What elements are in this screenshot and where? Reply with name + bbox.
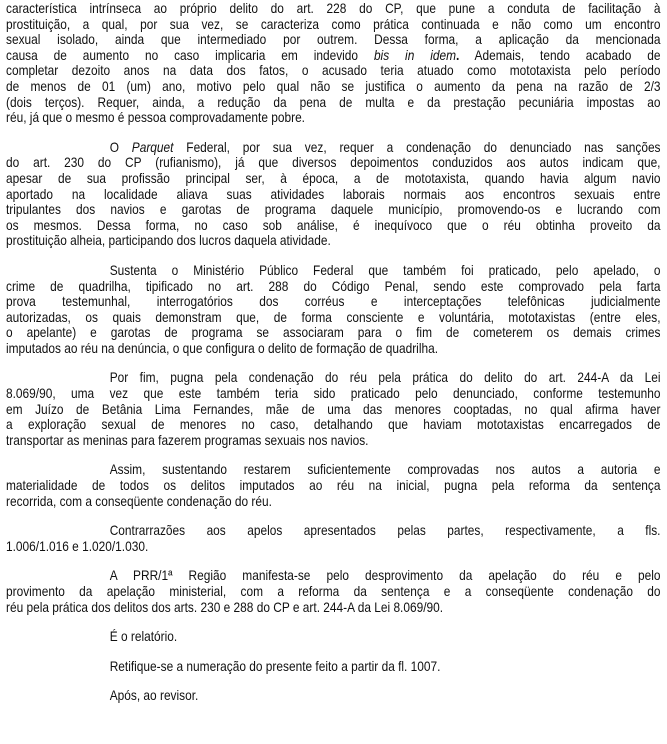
text-line <box>6 140 661 156</box>
text-line: É o relatório. <box>109 628 178 645</box>
text-line: imputados ao réu na denúncia, o que configura o delito de formação de quadrilha. <box>6 339 439 356</box>
text-segment: Federal, por sua vez, requer a condenação do denunciado nas sanções <box>173 138 661 155</box>
paragraph <box>6 370 661 448</box>
text-line: transportar as meninas para fazerem programas sexuais nos navios. <box>6 431 369 448</box>
paragraph <box>6 568 661 615</box>
text-line: sexual isolado, ainda que intermediado por outrem. Dessa forma, a aplicação da mencionada <box>6 31 661 48</box>
text-segment: O <box>109 138 132 155</box>
text-line: prostituição, a qual, por sua vez, se caracteriza como prática continuada e não como um encontro <box>6 15 661 32</box>
text-line: de menos de 01 (um) ano, motivo pelo qual não se justifica o aumento da pena na razão de 2/3 <box>6 77 661 94</box>
text-line: Sustenta o Ministério Público Federal que também foi praticado, pelo apelado, o <box>109 261 661 278</box>
paragraph <box>6 1 661 126</box>
text-line: crime de quadrilha, tipificado no art. 288 do Código Penal, sendo este comprovado pela farta <box>6 277 661 294</box>
text-line: característica intrínseca ao próprio delito do art. 228 do CP, que pune a conduta de facilitação à <box>6 0 661 16</box>
text-line: apesar de sua profissão principal ser, à época, a de mototaxista, quando havia algum navio <box>6 169 661 186</box>
text-line: os mesmos. Dessa forma, no caso sob análise, é inequívoco que o réu obtinha proveito da <box>6 216 661 233</box>
text-line: do art. 230 do CP (rufianismo), já que diversos depoimentos conduzidos aos autos indicam que, <box>6 154 661 171</box>
text-line: A PRR/1ª Região manifesta-se pelo desprovimento da apelação do réu e pelo <box>109 567 661 584</box>
paragraph <box>6 659 661 675</box>
text-line: Por fim, pugna pela condenação do réu pela prática do delito do art. 244-A da Lei <box>109 369 661 386</box>
paragraph <box>6 523 661 554</box>
italic-term: bis in idem <box>373 46 457 63</box>
text-line: Após, ao revisor. <box>109 687 199 704</box>
paragraph <box>6 140 661 249</box>
text-line: 8.069/90, uma vez que este também teria sido praticado pelo denunciado, conforme testemunho <box>6 385 661 402</box>
text-line: Retifique-se a numeração do presente feito a partir da fl. 1007. <box>109 657 441 674</box>
italic-term: Parquet <box>131 138 174 155</box>
paragraph <box>6 688 661 704</box>
text-line: réu, já que o mesmo é pessoa comprovadamente pobre. <box>6 109 306 126</box>
text-line: a exploração sexual de menores no caso, detalhando que haviam mototaxistas encarregados de <box>6 416 661 433</box>
text-line: (dois terços). Requer, ainda, a redução da pena de multa e da prestação pecuniária impostas ao <box>6 93 661 110</box>
text-line: prostituição alheia, participando dos lucros daquela atividade. <box>6 232 331 249</box>
paragraph <box>6 462 661 509</box>
text-line: em Juízo de Betânia Lima Fernandes, mãe de uma das menores cooptadas, no qual afirma haver <box>6 400 661 417</box>
text-line: 1.006/1.016 e 1.020/1.030. <box>6 537 149 554</box>
text-line: tripulantes dos navios e garotas de programa daquele município, promovendo-os e lucrando com <box>6 201 661 218</box>
text-line <box>6 48 661 64</box>
text-line: réu pela prática dos delitos dos arts. 230 e 288 do CP e art. 244-A da Lei 8.069/90. <box>6 598 444 615</box>
text-line: aportado na localidade aliava suas atividades laborais normais aos encontros sexuais entre <box>6 185 661 202</box>
text-segment: causa de aumento no caso implicaria em indevido <box>6 46 374 63</box>
text-line: Assim, sustentando restarem suficientemente comprovadas nos autos a autoria e <box>109 461 661 478</box>
document-body <box>6 1 661 718</box>
text-line: autorizadas, os quais demonstram que, de forma consciente e voluntária, mototaxistas (entre eles, <box>6 308 661 325</box>
text-line: o apelante) e garotas de programa se associaram para o fim de cometerem os demais crimes <box>6 324 661 341</box>
text-line: recorrida, com a conseqüente condenação do réu. <box>6 492 272 509</box>
text-line: prova testemunhal, interrogatórios dos corréus e interceptações telefônicas judicialmente <box>6 293 661 310</box>
text-line: completar dezoito anos na data dos fatos, o acusado teria atuado como mototaxista pelo período <box>6 62 661 79</box>
text-line: provimento da apelação ministerial, com a reforma da sentença e a conseqüente condenação do <box>6 583 661 599</box>
text-line: materialidade de todos os delitos imputados ao réu na inicial, pugna pela reforma da sentença <box>6 477 661 494</box>
paragraph <box>6 629 661 645</box>
text-segment: . <box>456 46 460 63</box>
paragraph <box>6 263 661 357</box>
text-line: Contrarrazões aos apelos apresentados pelas partes, respectivamente, a fls. <box>109 522 661 539</box>
text-segment: Ademais, tendo acabado de <box>459 46 661 63</box>
